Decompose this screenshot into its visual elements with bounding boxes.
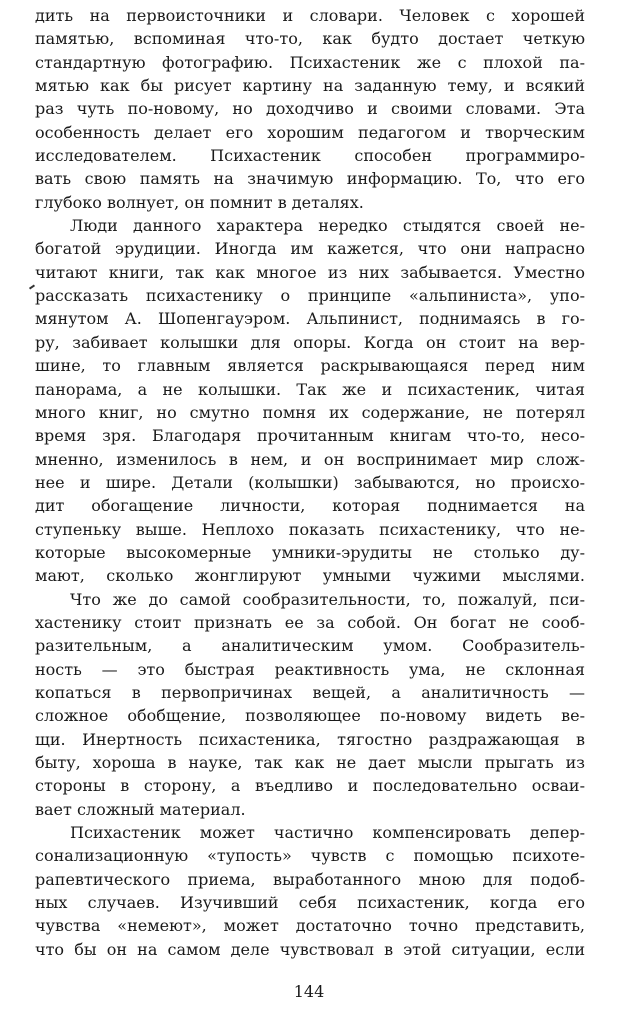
text-line: быту, хороша в науке, так как не дает мысли прыгать из [35,753,585,772]
text-line: что бы он на самом деле чувствовал в этой ситуации, если [35,939,585,959]
text-line: богатой эрудиции. Иногда им кажется, что они напрасно [35,239,585,259]
paragraph-4 [35,821,585,961]
text-line: мненно, изменилось в нем, и он воспринимает мир слож- [35,449,585,469]
text-line: щи. Инертность психастеника, тягостно раздражающая в [35,729,585,749]
text-line: рассказать психастенику о принципе «альпиниста», упо- [35,286,585,306]
text-line: ных случаев. Изучивший себя психастеник, когда его [35,893,585,913]
text-line: читают книги, так как многое из них забывается. Уместно [35,262,585,282]
text-line: панорама, а не колышки. Так же и психастеник, читая [35,379,585,399]
page-number: 144 [293,982,325,1001]
text-line: дить на первоисточники и словари. Человек с хорошей [35,6,585,25]
text-line: ступеньку выше. Неплохо показать психастенику, что не- [35,519,585,539]
paragraph-3 [35,588,585,821]
text-line: которые высокомерные умники-эрудиты не столько ду- [35,542,585,562]
text-line: копаться в первопричинах вещей, а аналитичность — [35,682,585,702]
text-line: разительным, а аналитическим умом. Сообразитель- [35,636,585,656]
text-line: глубоко волнует, он помнит в деталях. [35,192,364,212]
text-line: время зря. Благодаря прочитанным книгам что-то, несо- [35,426,585,446]
body-text [35,4,585,961]
text-line: нее и шире. Детали (колышки) забываются, но происхо- [35,472,585,492]
text-line: шине, то главным является раскрывающаяся перед ним [35,356,585,376]
text-line: вает сложный материал. [35,799,246,819]
text-line: Психастеник может частично компенсировать депер- [70,823,585,843]
text-line: исследователем. Психастеник способен программиро- [35,146,585,166]
text-line: Люди данного характера нередко стыдятся своей не- [70,216,585,236]
text-line: раз чуть по-новому, но доходчиво и своими словами. Эта [35,99,585,119]
text-line: мятью как бы рисует картину на заданную тему, и всякий [35,76,585,96]
text-line: дит обогащение личности, которая поднимается на [35,496,585,516]
text-line: особенность делает его хорошим педагогом и творческим [35,122,585,142]
text-line: стандартную фотографию. Психастеник же с плохой па- [35,52,585,72]
text-line: много книг, но смутно помня их содержание, не потерял [35,402,585,422]
text-line: Что же до самой сообразительности, то, пожалуй, пси- [70,589,585,609]
text-line: стороны в сторону, а въедливо и последовательно осваи- [35,776,585,796]
text-line: рапевтического приема, выработанного мною для подоб- [35,869,585,889]
text-line: ность — это быстрая реактивность ума, не склонная [35,659,585,679]
text-line: сонализационную «тупость» чувств с помощью психоте- [35,846,585,866]
paragraph-1 [35,4,585,214]
text-line: ру, забивает колышки для опоры. Когда он стоит на вер- [35,332,585,352]
text-line: памятью, вспоминая что-то, как будто достает четкую [35,29,585,49]
text-line: хастенику стоит признать ее за собой. Он богат не сооб- [35,612,585,632]
text-line: мянутом А. Шопенгауэром. Альпинист, поднимаясь в го- [35,309,585,329]
paragraph-2 [35,214,585,588]
text-line: вать свою память на значимую информацию. То, что его [35,169,585,189]
text-line: чувства «немеют», может достаточно точно представить, [35,916,585,936]
text-line: сложное обобщение, позволяющее по-новому видеть ве- [35,706,585,726]
text-line: мают, сколько жонглируют умными чужими мыслями. [35,566,585,586]
